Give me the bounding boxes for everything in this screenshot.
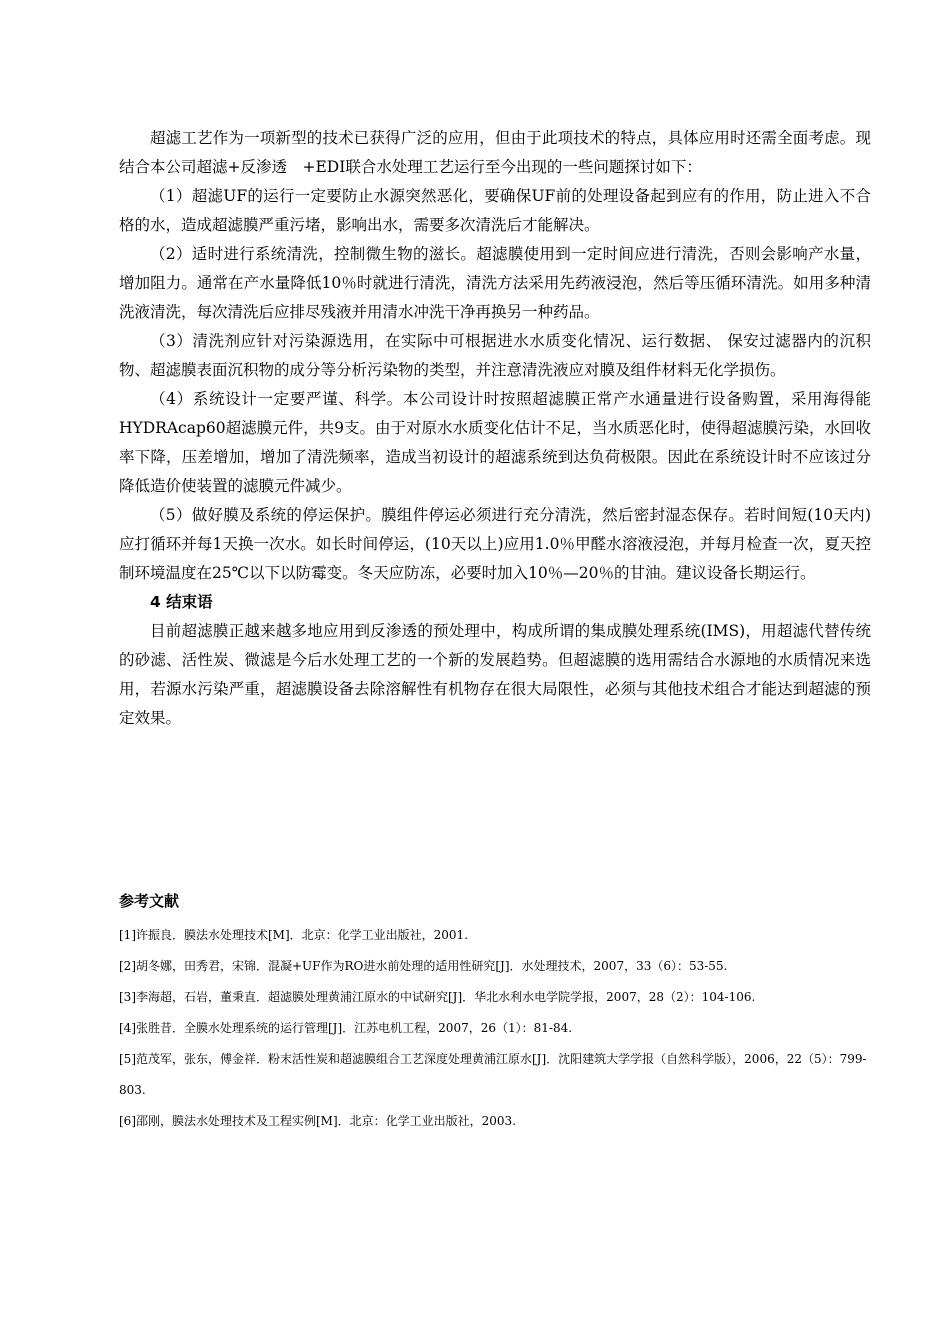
reference-item: [1]许振良．膜法水处理技术[M]．北京：化学工业出版社，2001. xyxy=(119,928,469,942)
reference-item: [3]李海超，石岩，董秉直．超滤膜处理黄浦江原水的中试研究[J]．华北水利水电学院学报，2007，28（2）：104-106. xyxy=(119,990,756,1004)
reference-item: [6]邵刚，膜法水处理技术及工程实例[M]．北京：化学工业出版社，2003. xyxy=(119,1114,517,1128)
issue-paragraph-5: （5）做好膜及系统的停运保护。膜组件停运必须进行充分清洗，然后密封湿态保存。若时间短(10天内)应打循环并每1天换一次水。如长时间停运，(10天以上)应用1.0％甲醛水溶液浸泡，并每月检查一次，夏天控制环境温度在25℃以下以防霉变。冬天应防冻，必要时加入10％—20％的甘油。建议设备长期运行。 xyxy=(119,506,871,582)
references-heading: 参考文献 xyxy=(119,892,180,910)
issue-paragraph-4: （4）系统设计一定要严谨、科学。本公司设计时按照超滤膜正常产水通量进行设备购置，采用海得能HYDRAcap60超滤膜元件，共9支。由于对原水水质变化估计不足，当水质恶化时，使得超滤膜污染，水回收率下降，压差增加，增加了清洗频率，造成当初设计的超滤系统到达负荷极限。因此在系统设计时不应该过分降低造价使装置的滤膜元件减少。 xyxy=(119,390,871,495)
body-text xyxy=(119,124,871,733)
issue-paragraph-3: （3）清洗剂应针对污染源选用，在实际中可根据进水水质变化情况、运行数据、 保安过滤器内的沉积物、超滤膜表面沉积物的成分等分析污染物的类型，并注意清洗液应对膜及组件材料无化学损伤。 xyxy=(119,332,871,379)
reference-item: [4]张胜昔．全膜水处理系统的运行管理[J]．江苏电机工程，2007，26（1）：81-84. xyxy=(119,1021,573,1035)
issue-paragraph-1: （1）超滤UF的运行一定要防止水源突然恶化，要确保UF前的处理设备起到应有的作用，防止进入不合格的水，造成超滤膜严重污堵，影响出水，需要多次清洗后才能解决。 xyxy=(119,187,871,234)
conclusion-paragraph: 目前超滤膜正越来越多地应用到反渗透的预处理中，构成所谓的集成膜处理系统(IMS)，用超滤代替传统的砂滤、活性炭、微滤是今后水处理工艺的一个新的发展趋势。但超滤膜的选用需结合水源地的水质情况来选用，若源水污染严重，超滤膜设备去除溶解性有机物存在很大局限性，必须与其他技术组合才能达到超滤的预定效果。 xyxy=(119,622,871,727)
conclusion-heading: 4 结束语 xyxy=(150,593,213,611)
reference-item: [5]范茂军，张东，傅金祥．粉末活性炭和超滤膜组合工艺深度处理黄浦江原水[J]．沈阳建筑大学学报（自然科学版），2006，22（5）：799-803. xyxy=(119,1052,867,1097)
reference-item: [2]胡冬娜，田秀君，宋锦．混凝+UF作为RO进水前处理的适用性研究[J]．水处理技术，2007，33（6）：53-55. xyxy=(119,959,728,973)
intro-paragraph: 超滤工艺作为一项新型的技术已获得广泛的应用，但由于此项技术的特点，具体应用时还需全面考虑。现结合本公司超滤+反渗透 +EDI联合水处理工艺运行至今出现的一些问题探讨如下： xyxy=(119,129,871,176)
issue-paragraph-2: （2）适时进行系统清洗，控制微生物的滋长。超滤膜使用到一定时间应进行清洗，否则会影响产水量，增加阻力。通常在产水量降低10％时就进行清洗，清洗方法采用先药液浸泡，然后等压循环清洗。如用多种清洗液清洗，每次清洗后应排尽残液并用清水冲洗干净再换另一种药品。 xyxy=(119,245,871,321)
references-section xyxy=(119,888,879,1137)
